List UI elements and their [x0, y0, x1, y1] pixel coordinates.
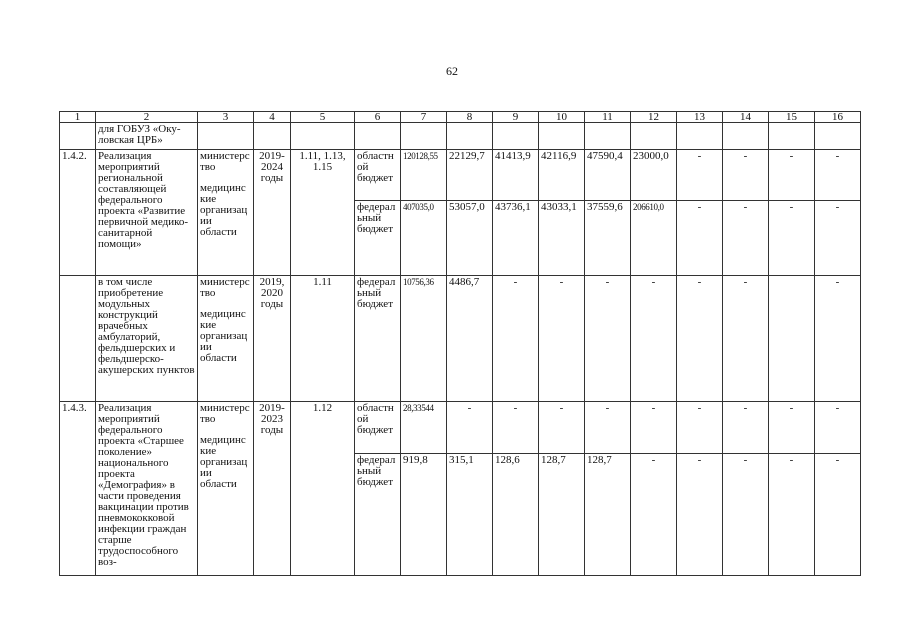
total-value: 10756,36 [401, 276, 447, 402]
col-header: 5 [291, 112, 355, 123]
col-header: 11 [585, 112, 631, 123]
years: 2019, 2020 годы [254, 276, 291, 402]
col-header: 3 [198, 112, 254, 123]
year-value: 53057,0 [447, 201, 493, 276]
target-indicators: 1.12 [291, 402, 355, 576]
year-value: - [815, 454, 861, 576]
year-value: 43736,1 [493, 201, 539, 276]
total-value: 407035,0 [401, 201, 447, 276]
col-header: 4 [254, 112, 291, 123]
year-value: 315,1 [447, 454, 493, 576]
year-value: - [769, 150, 815, 201]
year-value: 128,7 [585, 454, 631, 576]
year-value: - [447, 402, 493, 454]
program-table [59, 111, 861, 576]
executor [198, 276, 254, 402]
year-value: 4486,7 [447, 276, 493, 402]
year-value: - [539, 402, 585, 454]
col-header: 10 [539, 112, 585, 123]
year-value: - [631, 276, 677, 402]
col-header: 9 [493, 112, 539, 123]
col-header: 8 [447, 112, 493, 123]
total-value: 28,33544 [401, 402, 447, 454]
funding-source: федеральный бюджет [355, 201, 401, 276]
year-value: - [631, 402, 677, 454]
year-value: - [585, 276, 631, 402]
year-value: 206610,0 [631, 201, 677, 276]
year-value: 37559,6 [585, 201, 631, 276]
col-header: 1 [60, 112, 96, 123]
years: 2019-2023 годы [254, 402, 291, 576]
event-name: в том числе приобретение модульных конструкций врачебных амбулаторий, фельдшерских и фельдшерско-акушерских пунктов [96, 276, 198, 402]
executor [198, 150, 254, 276]
year-value: 23000,0 [631, 150, 677, 201]
year-value: - [815, 402, 861, 454]
year-value: - [723, 454, 769, 576]
table-row [60, 276, 861, 402]
col-header: 12 [631, 112, 677, 123]
year-value: 43033,1 [539, 201, 585, 276]
table-row [60, 123, 861, 150]
year-value: - [815, 276, 861, 402]
year-value: 22129,7 [447, 150, 493, 201]
col-header: 14 [723, 112, 769, 123]
year-value: - [585, 402, 631, 454]
target-indicators: 1.11 [291, 276, 355, 402]
executor-ministry: министерство [200, 276, 250, 299]
executor-ministry: министерство [200, 402, 250, 425]
year-value: - [769, 402, 815, 454]
col-header: 7 [401, 112, 447, 123]
year-value: - [677, 454, 723, 576]
years: 2019-2024 годы [254, 150, 291, 276]
executor-organizations: медицинские организации области [200, 308, 248, 364]
year-value: - [677, 402, 723, 454]
target-indicators: 1.11, 1.13, 1.15 [291, 150, 355, 276]
year-value: - [815, 201, 861, 276]
event-name: Реализация мероприятий региональной составляющей федерального проекта «Развитие первичной медико-санитарной помощи» [96, 150, 198, 276]
total-value: 120128,55 [401, 150, 447, 201]
funding-source: областной бюджет [355, 402, 401, 454]
funding-source: федеральный бюджет [355, 454, 401, 576]
item-number: 1.4.2. [60, 150, 96, 276]
year-value: - [723, 150, 769, 201]
col-header: 2 [96, 112, 198, 123]
table-row [60, 402, 861, 454]
table-row [60, 150, 861, 201]
col-header: 16 [815, 112, 861, 123]
year-value: 128,6 [493, 454, 539, 576]
year-value: - [677, 276, 723, 402]
year-value: 42116,9 [539, 150, 585, 201]
year-value: - [539, 276, 585, 402]
funding-source: федеральный бюджет [355, 276, 401, 402]
col-header: 15 [769, 112, 815, 123]
col-header: 13 [677, 112, 723, 123]
event-name: для ГОБУЗ «Оку-ловская ЦРБ» [96, 123, 198, 150]
year-value: 47590,4 [585, 150, 631, 201]
year-value: - [769, 454, 815, 576]
page-number: 62 [446, 64, 458, 78]
item-number: 1.4.3. [60, 402, 96, 576]
year-value [769, 276, 815, 402]
col-header: 6 [355, 112, 401, 123]
year-value: 128,7 [539, 454, 585, 576]
year-value: - [723, 276, 769, 402]
year-value: - [815, 150, 861, 201]
executor-organizations: медицинские организации области [200, 182, 248, 238]
column-number-row [60, 112, 861, 123]
executor-organizations: медицинские организации области [200, 434, 248, 490]
total-value: 919,8 [401, 454, 447, 576]
funding-source: областной бюджет [355, 150, 401, 201]
executor [198, 402, 254, 576]
year-value: - [723, 402, 769, 454]
year-value: - [493, 402, 539, 454]
year-value: - [769, 201, 815, 276]
event-name: Реализация мероприятий федерального проекта «Старшее поколение» национального проекта «Демография» в части проведения вакцинации против пневмококковой инфекции граждан старше трудоспособного воз- [96, 402, 198, 576]
year-value: - [677, 201, 723, 276]
year-value: 41413,9 [493, 150, 539, 201]
year-value: - [493, 276, 539, 402]
year-value: - [723, 201, 769, 276]
year-value: - [677, 150, 723, 201]
executor-ministry: министерство [200, 150, 250, 173]
year-value: - [631, 454, 677, 576]
